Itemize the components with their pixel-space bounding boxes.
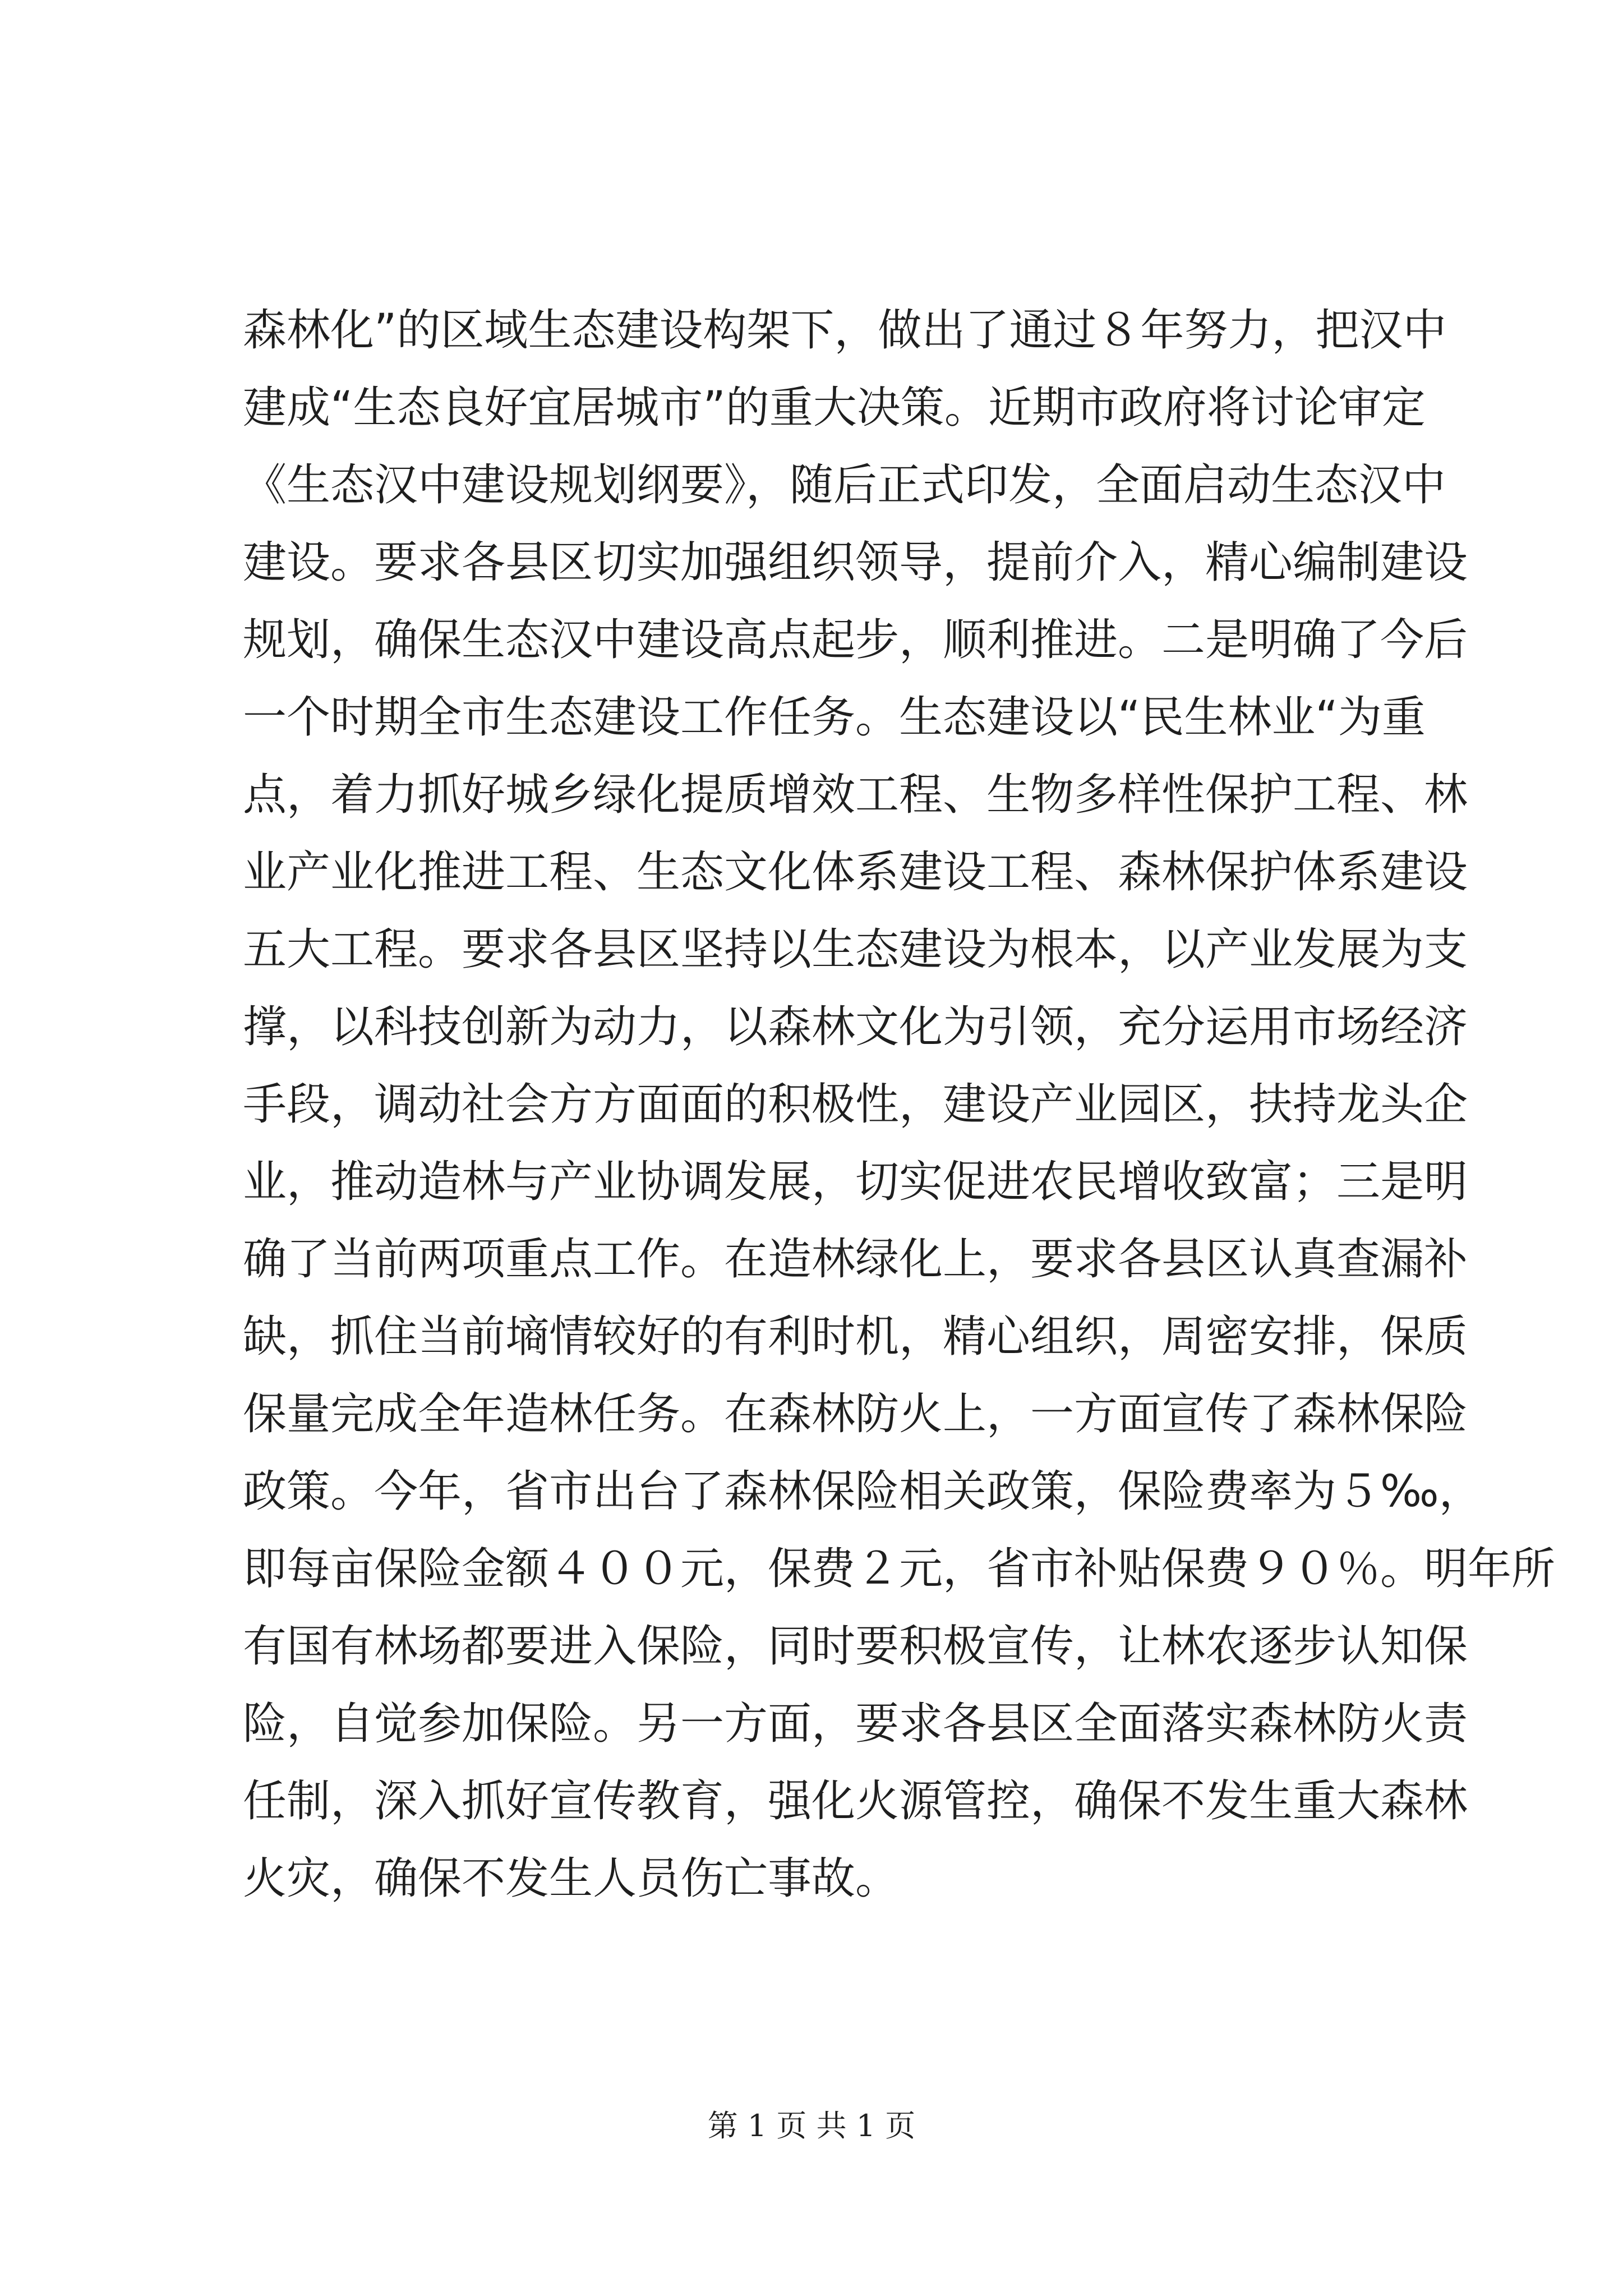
paragraph-line: 保量完成全年造林任务。在森林防火上，一方面宣传了森林保险 <box>243 1389 1468 1439</box>
paragraph-line: 业产业化推进工程、生态文化体系建设工程、森林保护体系建设 <box>243 847 1468 898</box>
paragraph-line: 政策。今年，省市出台了森林保险相关政策，保险费率为５‰， <box>243 1466 1483 1517</box>
paragraph-line: 火灾，确保不发生人员伤亡事故。 <box>243 1853 900 1904</box>
page-footer: 第 1 页 共 1 页 <box>707 2108 916 2143</box>
paragraph-line: 建成“生态良好宜居城市”的重大决策。近期市政府将讨论审定 <box>243 383 1426 433</box>
paragraph-line: 建设。要求各县区切实加强组织领导，提前介入，精心编制建设 <box>243 537 1468 588</box>
body-paragraph <box>243 292 1556 1917</box>
paragraph-line: 任制，深入抓好宣传教育，强化火源管控，确保不发生重大森林 <box>243 1776 1468 1826</box>
paragraph-line: 点，着力抓好城乡绿化提质增效工程、生物多样性保护工程、林 <box>243 770 1468 820</box>
paragraph-line: 手段，调动社会方方面面的积极性，建设产业园区，扶持龙头企 <box>243 1079 1468 1130</box>
paragraph-line: 确了当前两项重点工作。在造林绿化上，要求各县区认真查漏补 <box>243 1234 1468 1285</box>
paragraph-line: 规划，确保生态汉中建设高点起步，顺利推进。二是明确了今后 <box>243 615 1468 665</box>
paragraph-line: 缺，抓住当前墒情较好的有利时机，精心组织，周密安排，保质 <box>243 1312 1468 1362</box>
paragraph-line: 即每亩保险金额４００元，保费２元，省市补贴保费９０％。明年所 <box>243 1544 1556 1594</box>
paragraph-line: 五大工程。要求各县区坚持以生态建设为根本，以产业发展为支 <box>243 924 1468 975</box>
paragraph-line: 有国有林场都要进入保险，同时要积极宣传，让林农逐步认知保 <box>243 1621 1468 1672</box>
paragraph-line: 业，推动造林与产业协调发展，切实促进农民增收致富；三是明 <box>243 1157 1468 1207</box>
paragraph-line: 一个时期全市生态建设工作任务。生态建设以“民生林业“为重 <box>243 692 1426 743</box>
paragraph-line: 撑，以科技创新为动力，以森林文化为引领，充分运用市场经济 <box>243 1002 1468 1052</box>
paragraph-line: 险，自觉参加保险。另一方面，要求各县区全面落实森林防火责 <box>243 1699 1468 1749</box>
paragraph-line: 森林化”的区域生态建设构架下，做出了通过８年努力，把汉中 <box>243 305 1447 356</box>
paragraph-line: 《生态汉中建设规划纲要》，随后正式印发，全面启动生态汉中 <box>243 460 1446 510</box>
